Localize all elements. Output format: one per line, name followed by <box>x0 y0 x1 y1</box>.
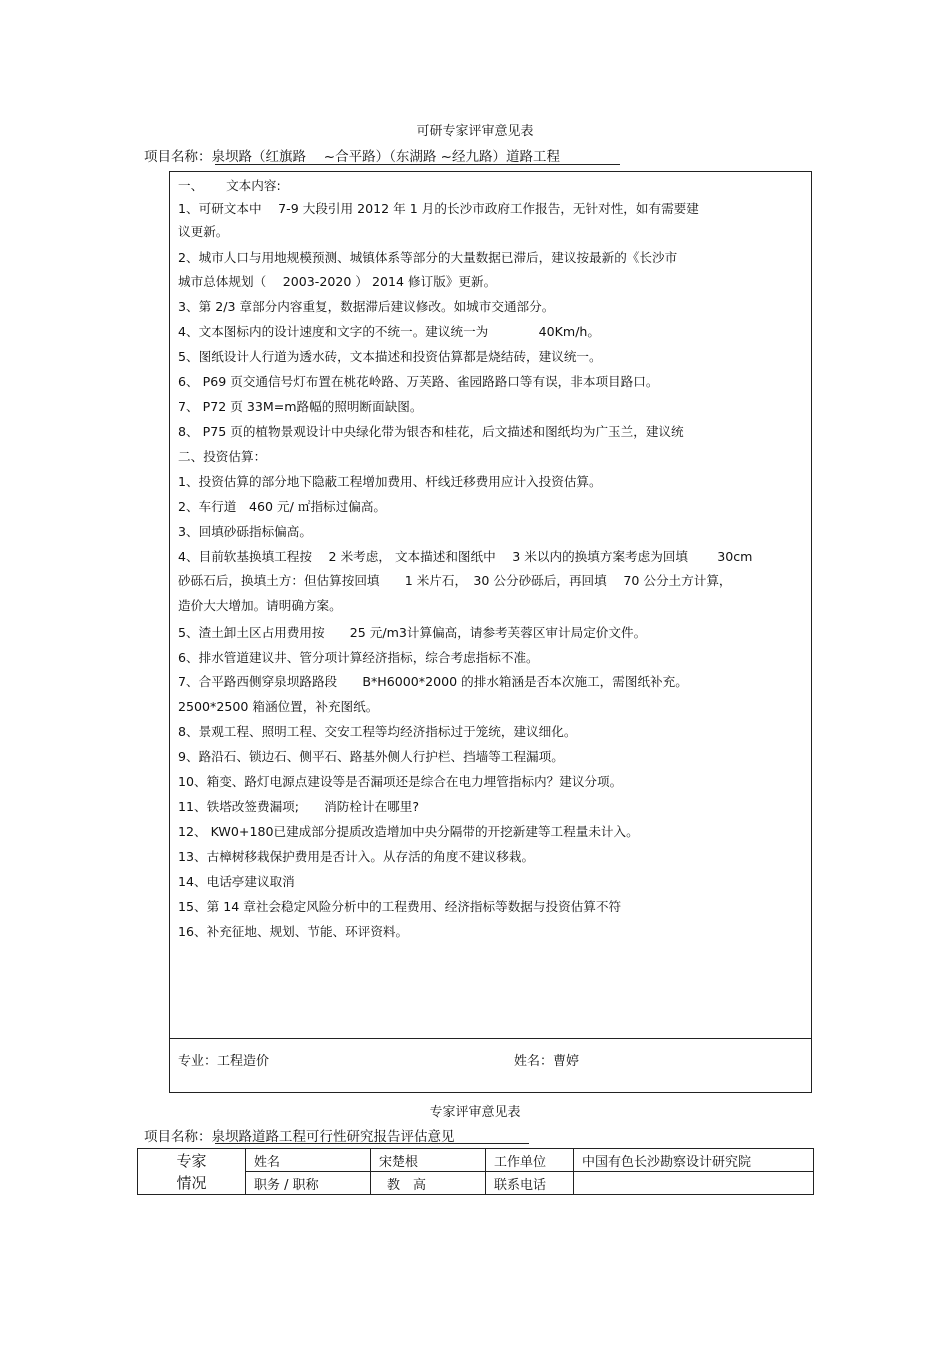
content-line: 2、车行道 460 元/ ㎡指标过偏高。 <box>178 499 387 514</box>
content-line: 14、电话亭建议取消 <box>178 874 295 889</box>
unit-value-cell: 中国有色长沙勘察设计研究院 <box>574 1149 814 1172</box>
expert-info-table <box>137 1148 814 1195</box>
expert-header-line1: 专家 <box>176 1151 207 1170</box>
form1-content-box <box>169 171 812 1093</box>
content-line: 2、城市人口与用地规模预测、城镇体系等部分的大量数据已滞后，建议按最新的《长沙市 <box>178 250 678 265</box>
content-line: 13、古樟树移栽保护费用是否计入。从存活的角度不建议移栽。 <box>178 849 535 864</box>
content-line: 15、第 14 章社会稳定风险分析中的工程费用、经济指标等数据与投资估算不符 <box>178 899 622 914</box>
content-line: 议更新。 <box>178 224 229 239</box>
name-value-cell: 宋楚根 <box>371 1149 486 1172</box>
content-line: 1、可研文本中 7-9 大段引用 2012 年 1 月的长沙市政府工作报告，无针对性，如有需要建 <box>178 201 699 216</box>
expert-header-line2: 情况 <box>176 1173 207 1192</box>
form2-project-name: 泉坝路道路工程可行性研究报告评估意见 <box>211 1129 455 1145</box>
form1-footer-divider <box>170 1038 811 1039</box>
expert-info-header <box>138 1149 246 1195</box>
form2-title: 专家评审意见表 <box>429 1105 521 1120</box>
phone-value-cell <box>574 1172 814 1195</box>
reviewer-name-field <box>514 1050 579 1069</box>
content-line: 6、 P69 页交通信号灯布置在桃花岭路、万芙路、雀园路路口等有误，非本项目路口。 <box>178 374 659 389</box>
phone-label-cell: 联系电话 <box>486 1172 574 1195</box>
content-line: 砂砾石后，换填土方：但估算按回填 1 米片石， 30 公分砂砾后，再回填 70 公分土方计算， <box>178 573 732 588</box>
content-line: 二、投资估算： <box>178 449 267 464</box>
content-line: 2500*2500 箱涵位置，补充图纸。 <box>178 699 379 714</box>
reviewer-name-label: 姓名： <box>514 1054 554 1069</box>
form1-project-label: 项目名称： <box>144 149 212 165</box>
reviewer-name-value: 曹婷 <box>553 1054 580 1069</box>
form1-project-underline <box>215 164 620 165</box>
content-line: 11、铁塔改签费漏项; 消防栓计在哪里? <box>178 799 420 814</box>
content-line: 5、渣土卸土区占用费用按 25 元/m3计算偏高，请参考芙蓉区审计局定价文件。 <box>178 625 647 640</box>
content-line: 造价大大增加。请明确方案。 <box>178 598 342 613</box>
title-value-cell: 教 高 <box>371 1172 486 1195</box>
content-line: 8、景观工程、照明工程、交安工程等均经济指标过于笼统，建议细化。 <box>178 724 577 739</box>
title-label-cell: 职务 / 职称 <box>246 1172 371 1195</box>
content-line: 10、箱变、路灯电源点建设等是否漏项还是综合在电力埋管指标内？建议分项。 <box>178 774 623 789</box>
content-line: 4、文本图标内的设计速度和文字的不统一。建议统一为 40Km/h。 <box>178 324 601 339</box>
form2-project-underline <box>215 1143 529 1144</box>
specialty-field <box>178 1050 269 1069</box>
unit-label-cell: 工作单位 <box>486 1149 574 1172</box>
name-label-cell: 姓名 <box>246 1149 371 1172</box>
content-line: 16、补充征地、规划、节能、环评资料。 <box>178 924 409 939</box>
form1-project-name: 泉坝路（红旗路 ~合平路）（东湖路 ~经九路）道路工程 <box>211 149 560 165</box>
content-line: 4、目前软基换填工程按 2 米考虑， 文本描述和图纸中 3 米以内的换填方案考虑为回填 30cm <box>178 549 753 564</box>
content-line: 9、路沿石、锁边石、侧平石、路基外侧人行护栏、挡墙等工程漏项。 <box>178 749 564 764</box>
content-line: 1、投资估算的部分地下隐蔽工程增加费用、杆线迁移费用应计入投资估算。 <box>178 474 602 489</box>
content-line: 3、第 2/3 章部分内容重复，数据滞后建议修改。如城市交通部分。 <box>178 299 555 314</box>
content-line: 6、排水管道建议井、管分项计算经济指标，综合考虑指标不准。 <box>178 650 539 665</box>
form1-project-row <box>144 145 560 165</box>
form1-title: 可研专家评审意见表 <box>416 124 534 139</box>
content-line: 12、 KW0+180已建成部分提质改造增加中央分隔带的开挖新建等工程量未计入。 <box>178 824 639 839</box>
content-line: 7、 P72 页 33M=m路幅的照明断面缺图。 <box>178 399 423 414</box>
form2-project-row <box>144 1125 455 1145</box>
specialty-value: 工程造价 <box>217 1054 270 1069</box>
content-line: 7、合平路西侧穿泉坝路路段 B*H6000*2000 的排水箱涵是否本次施工，需图纸补充。 <box>178 674 688 689</box>
specialty-label: 专业： <box>178 1054 218 1069</box>
content-line: 5、图纸设计人行道为透水砖，文本描述和投资估算都是烧结砖，建议统一。 <box>178 349 602 364</box>
content-line: 8、 P75 页的植物景观设计中央绿化带为银杏和桂花，后文描述和图纸均为广玉兰，建议统 <box>178 424 684 439</box>
content-line: 城市总体规划（ 2003-2020 ） 2014 修订版》更新。 <box>178 274 497 289</box>
table-row <box>138 1149 814 1172</box>
content-line: 一、 文本内容: <box>178 178 281 193</box>
content-line: 3、回填砂砾指标偏高。 <box>178 524 312 539</box>
form2-project-label: 项目名称： <box>144 1129 212 1145</box>
